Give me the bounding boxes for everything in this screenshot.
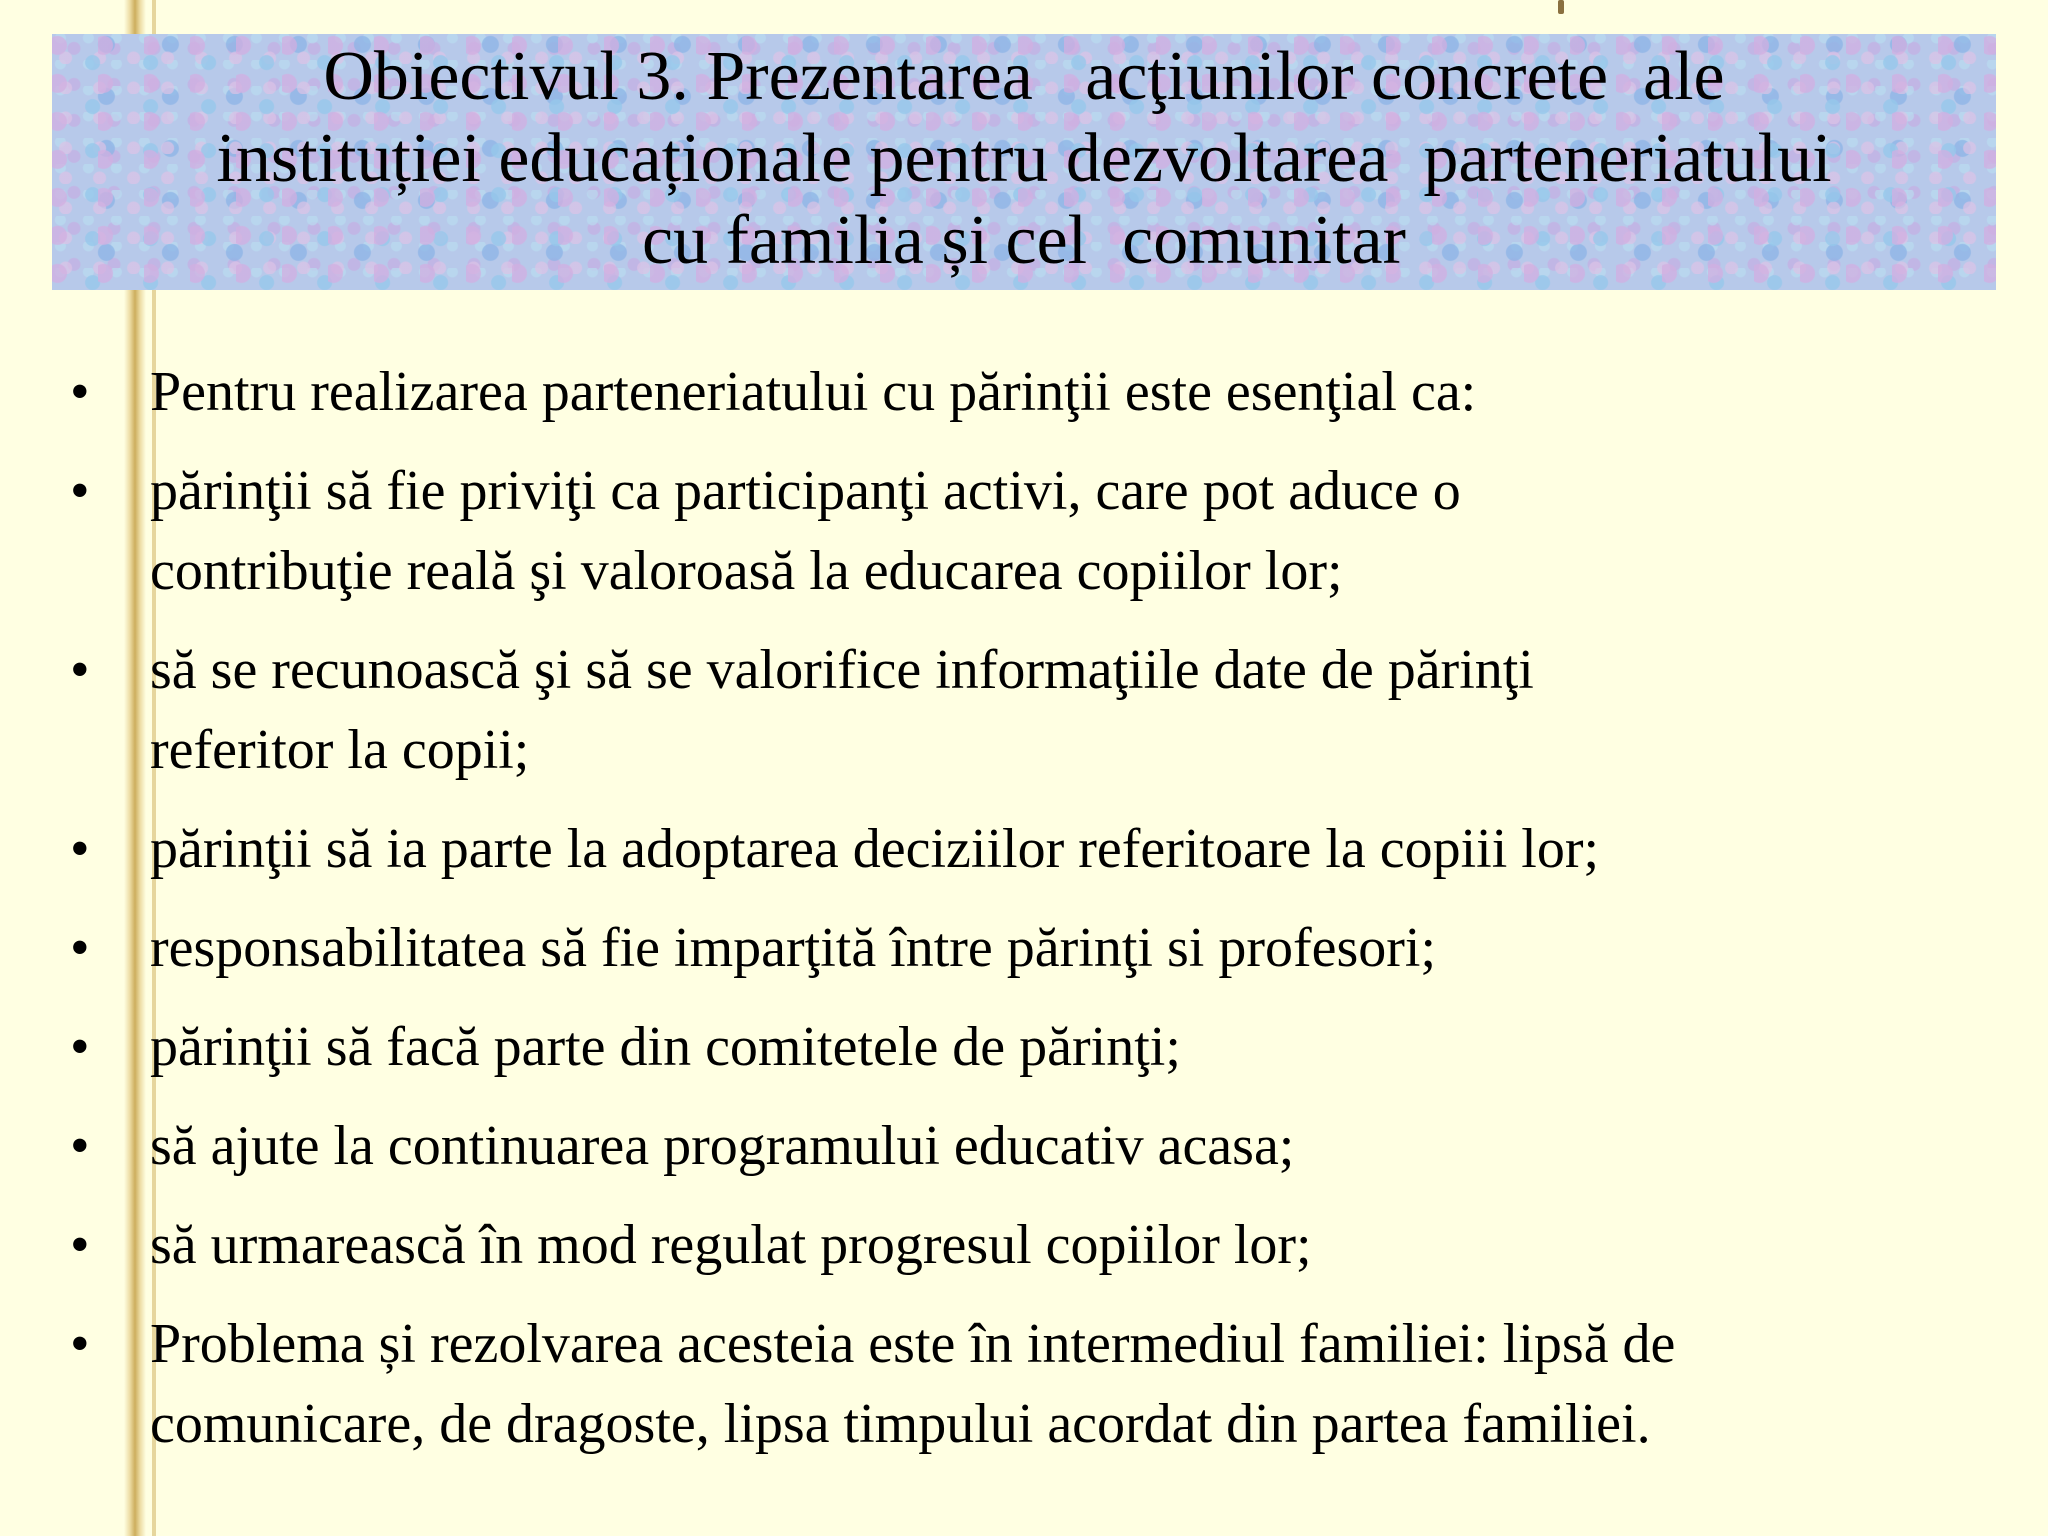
bullet-icon: • [70,818,90,880]
bullet-list [66,352,2026,1483]
title-line: cu familia și cel comunitar [642,202,1406,279]
bullet-item [66,1007,2026,1087]
title-line: instituției educaționale pentru dezvoltarea parteneriatului [216,120,1832,197]
bullet-icon: • [70,1214,90,1276]
bullet-text: să se recunoască şi să se valorifice informaţiile date de părinţi [150,639,1534,701]
bullet-text: Pentru realizarea parteneriatului cu părinţii este esenţial ca: [150,361,1477,423]
bullet-icon: • [70,460,90,522]
slide-title [52,34,1996,282]
bullet-item [66,809,2026,889]
bullet-item [66,451,2026,611]
bullet-icon: • [70,917,90,979]
bullet-text: părinţii să fie priviţi ca participanţi activi, care pot aduce o [150,460,1461,522]
bullet-text: referitor la copii; [150,719,530,781]
title-line: Obiectivul 3. Prezentarea acţiunilor concrete ale [323,38,1725,115]
bullet-item [66,630,2026,790]
bullet-icon: • [70,1016,90,1078]
bullet-text: Problema și rezolvarea acesteia este în intermediul familiei: lipsă de [150,1313,1676,1375]
bullet-icon: • [70,1313,90,1375]
bullet-text: responsabilitatea să fie imparţită între părinţi si profesori; [150,917,1437,979]
bullet-text: să ajute la continuarea programului educativ acasa; [150,1115,1295,1177]
decorative-mark [1558,0,1564,14]
bullet-icon: • [70,1115,90,1177]
bullet-item [66,352,2026,432]
bullet-item [66,1304,2026,1464]
bullet-icon: • [70,361,90,423]
bullet-item [66,908,2026,988]
bullet-text: comunicare, de dragoste, lipsa timpului acordat din partea familiei. [150,1393,1651,1455]
bullet-item [66,1106,2026,1186]
bullet-text: contribuţie reală şi valoroasă la educarea copiilor lor; [150,540,1343,602]
bullet-icon: • [70,639,90,701]
bullet-text: părinţii să facă parte din comitetele de părinţi; [150,1016,1181,1078]
bullet-text: să urmarească în mod regulat progresul copiilor lor; [150,1214,1312,1276]
bullet-text: părinţii să ia parte la adoptarea deciziilor referitoare la copiii lor; [150,818,1600,880]
bullet-item [66,1205,2026,1285]
